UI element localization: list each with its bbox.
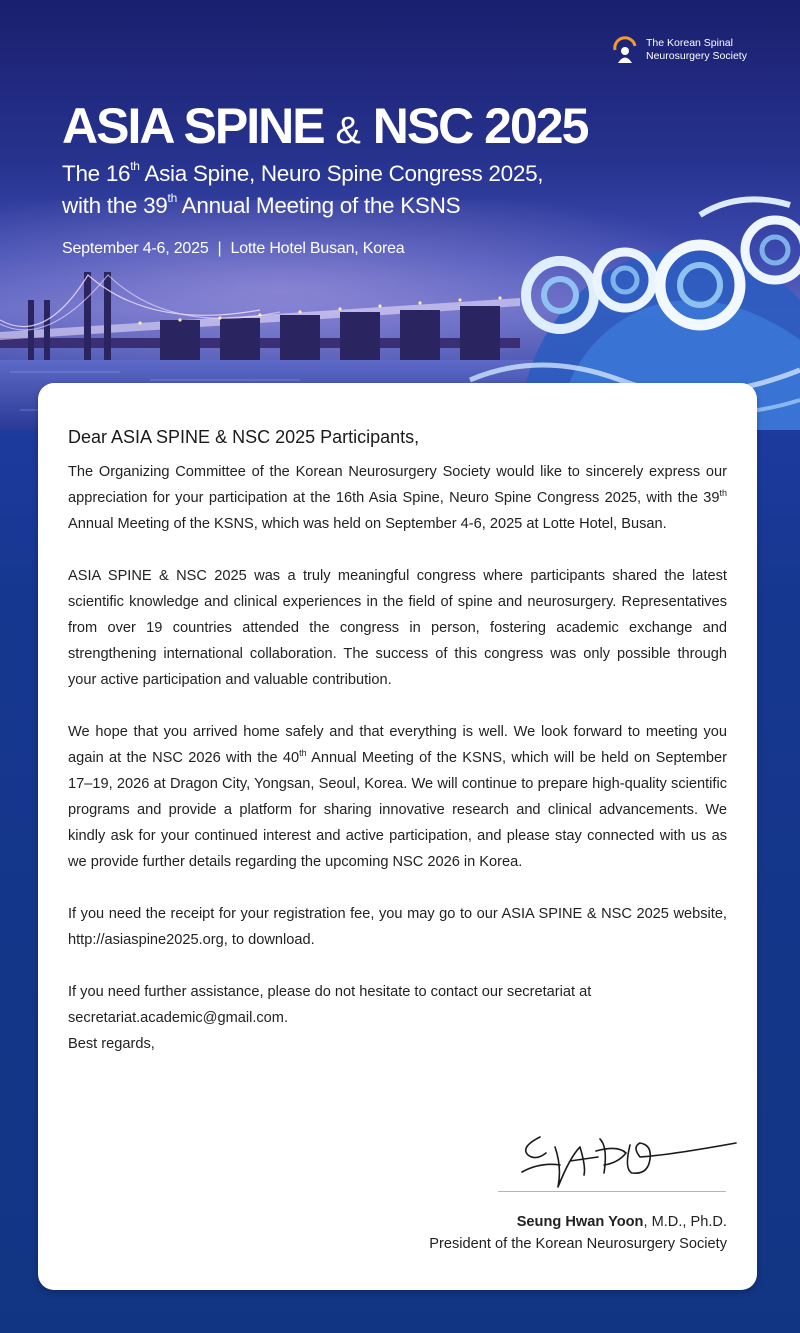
congress-title: [62, 98, 587, 159]
p1-sup: th: [719, 488, 727, 498]
logo-text-line2: Neurosurgery Society: [646, 50, 747, 62]
paragraph-congress-summary: ASIA SPINE & NSC 2025 was a truly meaningful congress where participants shared the latest scientific knowledge and clinical experiences in the field of spine and neurosurgery. Representatives from over 19 countries attended the congress in person, fostering academic exchange and strengthening international collaboration. The success of this congress was only possible through your active participation and valuable contribution.: [68, 568, 727, 688]
paragraph-receipt: If you need the receipt for your registration fee, you may go to our ASIA SPINE & NSC 2025 website, http://asiaspine2025.org, to download.: [68, 906, 727, 948]
title-nsc-2025: NSC 2025: [372, 98, 588, 154]
p1-text-a: The Organizing Committee of the Korean Neurosurgery Society would like to sincerely express our appreciation for your participation at the 16th Asia Spine, Neuro Spine Congress 2025, with the 39: [68, 464, 727, 506]
paragraph-next-congress: [68, 719, 727, 875]
signature-line: [498, 1191, 726, 1192]
contact-line: If you need further assistance, please do not hesitate to contact our secretariat at: [68, 984, 592, 1000]
p3-text-b: Annual Meeting of the KSNS, which will be held on September 17–19, 2026 at Dragon City, Yongsan, Seoul, Korea. We will continue to prepare high-quality scientific programs and provide a platform for sharing innovative research and clinical advancements. We kindly ask for your continued interest and active participation, and please stay connected with us as we provide further details regarding the upcoming NSC 2026 in Korea.: [68, 750, 727, 870]
letter-greeting: Dear ASIA SPINE & NSC 2025 Participants,: [68, 427, 420, 447]
p3-text-a: We hope that you arrived home safely and that everything is well. We look forward to meeting you again at the NSC 2026 with the 40: [68, 724, 727, 766]
ksns-emblem-icon: [612, 36, 638, 64]
signer-degrees: , M.D., Ph.D.: [643, 1214, 727, 1230]
subtitle-l1-sup: th: [130, 159, 140, 173]
p3-sup: th: [299, 748, 307, 758]
logo-text-line1: The Korean Spinal: [646, 37, 733, 49]
subtitle-l2-b: Annual Meeting of the KSNS: [176, 193, 461, 218]
p1-text-b: Annual Meeting of the KSNS, which was held on September 4-6, 2025 at Lotte Hotel, Busan.: [68, 516, 667, 532]
subtitle-l1-b: Asia Spine, Neuro Spine Congress 2025,: [139, 161, 544, 186]
subtitle-l2-sup: th: [167, 191, 177, 205]
event-date-venue: [62, 240, 404, 258]
signer-title: President of the Korean Neurosurgery Society: [429, 1236, 727, 1252]
title-ampersand: &: [335, 110, 361, 152]
event-separator: |: [217, 240, 222, 257]
event-date: September 4-6, 2025: [62, 240, 209, 257]
letter-body: [68, 459, 727, 1057]
congress-subtitle: [62, 158, 543, 222]
event-venue: Lotte Hotel Busan, Korea: [230, 240, 405, 257]
subtitle-l1-a: The 16: [62, 161, 131, 186]
closing-regards: Best regards,: [68, 1036, 155, 1052]
society-logo: [612, 36, 758, 64]
title-asia-spine: ASIA SPINE: [62, 98, 324, 154]
signer-block: [429, 1211, 727, 1255]
secretariat-email[interactable]: secretariat.academic@gmail.com.: [68, 1010, 289, 1026]
handwritten-signature: [500, 1117, 740, 1207]
subtitle-l2-a: with the 39: [62, 193, 168, 218]
signer-name: Seung Hwan Yoon: [516, 1214, 644, 1230]
paragraph-contact: [68, 979, 727, 1057]
congress-banner: [0, 0, 800, 430]
paragraph-appreciation: [68, 459, 727, 537]
letter-card: [38, 383, 757, 1290]
